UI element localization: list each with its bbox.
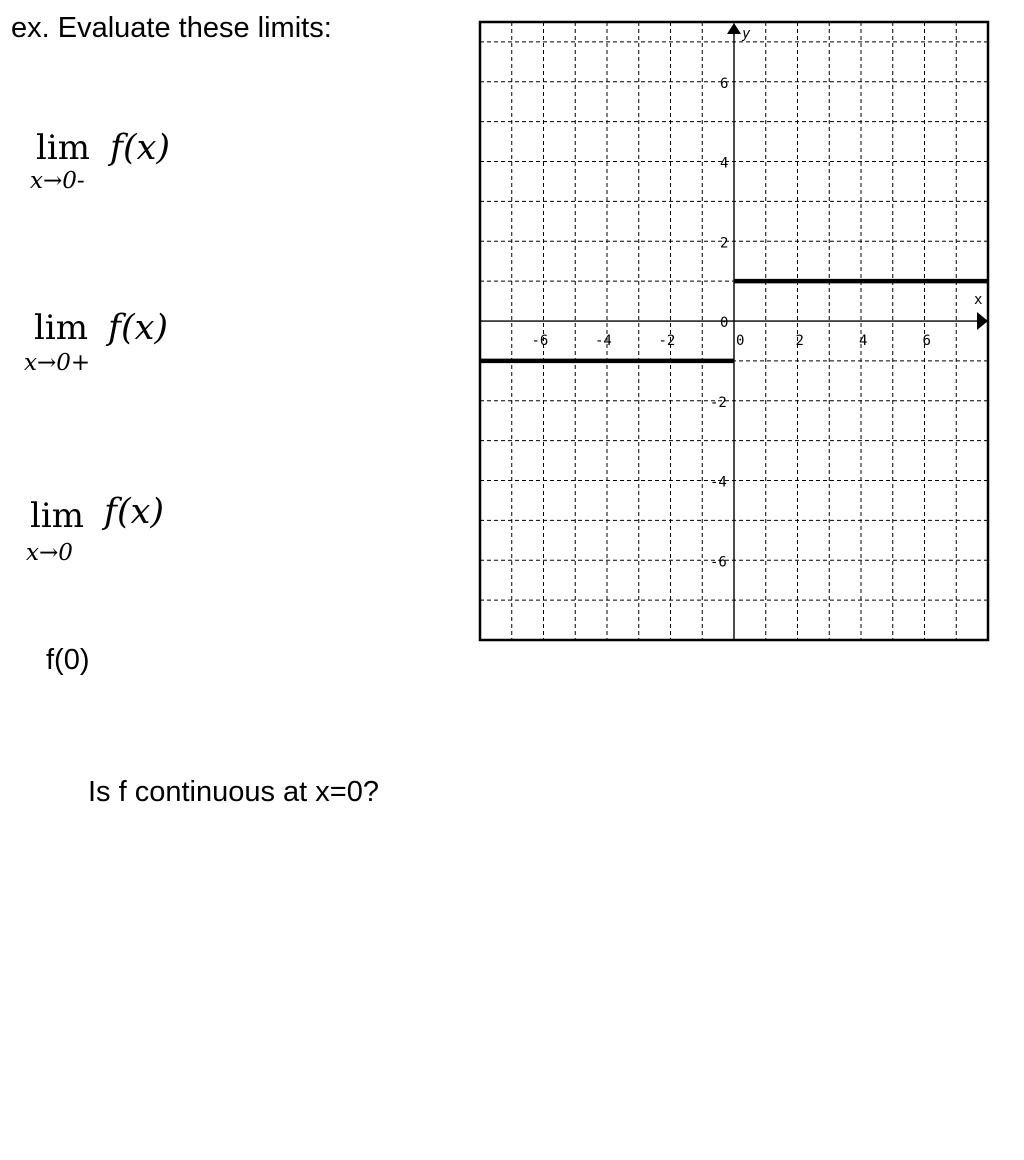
x-tick-label: -6 bbox=[531, 333, 549, 350]
y-tick-label: -4 bbox=[710, 474, 727, 491]
x-tick-label: 0 bbox=[736, 333, 745, 350]
y-tick-label: 0 bbox=[720, 315, 729, 332]
limit-expression: f(x) bbox=[108, 308, 169, 348]
limit-right bbox=[24, 300, 214, 390]
y-tick-label: 2 bbox=[720, 235, 729, 252]
limit-subscript: x→0 bbox=[26, 540, 73, 566]
limit-operator: lim bbox=[34, 308, 88, 348]
y-tick-label: 6 bbox=[720, 75, 729, 92]
limit-operator: lim bbox=[36, 128, 90, 168]
axes bbox=[480, 23, 988, 640]
limit-two-sided bbox=[24, 488, 214, 578]
x-axis-label: x bbox=[974, 292, 983, 309]
tick-labels bbox=[532, 76, 931, 570]
limit-expression: f(x) bbox=[110, 128, 171, 168]
y-axis-arrow bbox=[727, 23, 741, 34]
y-tick-label: 4 bbox=[720, 155, 729, 172]
limit-subscript: x→0+ bbox=[24, 350, 91, 376]
x-tick-label: 4 bbox=[859, 333, 868, 350]
y-tick-label: -6 bbox=[710, 554, 727, 571]
continuity-question: Is f continuous at x=0? bbox=[88, 776, 379, 808]
x-tick-label: -4 bbox=[595, 333, 612, 350]
x-tick-label: -2 bbox=[658, 333, 676, 350]
heading: ex. Evaluate these limits: bbox=[11, 12, 332, 44]
x-tick-label: 6 bbox=[922, 333, 931, 350]
x-axis-arrow bbox=[977, 312, 988, 330]
y-tick-label: -2 bbox=[710, 394, 727, 411]
limit-subscript: x→0- bbox=[30, 168, 85, 194]
step-function-graph bbox=[478, 20, 990, 644]
limit-operator: lim bbox=[30, 496, 84, 536]
limit-left bbox=[24, 120, 214, 210]
x-tick-label: 2 bbox=[795, 333, 804, 350]
limit-expression: f(x) bbox=[104, 492, 165, 532]
f-at-zero: f(0) bbox=[46, 644, 90, 676]
y-axis-label: y bbox=[742, 26, 751, 42]
